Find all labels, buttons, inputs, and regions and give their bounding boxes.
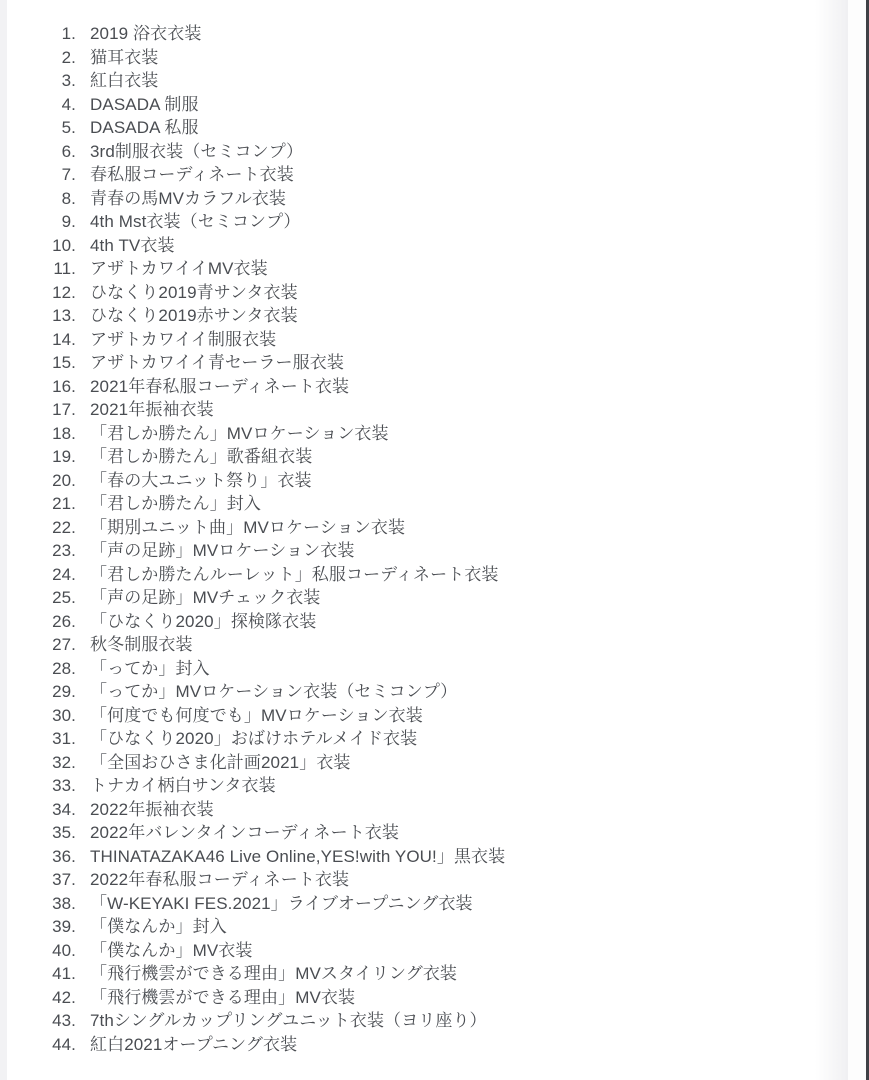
list-item-number: 36.: [52, 846, 76, 866]
list-item-number: 15.: [52, 353, 76, 372]
list-item: [0, 375, 869, 399]
list-item-label: 青春の馬MVカラフル衣装: [90, 188, 287, 208]
list-item-label: 「飛行機雲ができる理由」MVスタイリング衣装: [90, 964, 458, 983]
list-item: [0, 774, 869, 798]
list-item: [0, 140, 869, 164]
list-item-label: 「君しか勝たん」MVロケーション衣装: [90, 423, 389, 443]
list-item-number: 18.: [52, 423, 76, 443]
list-item-label: 2021年春私服コーディネート衣装: [90, 376, 350, 396]
list-item: [0, 422, 869, 446]
list-item-number: 30.: [52, 705, 76, 725]
list-item: [0, 586, 869, 610]
list-item-label: 2021年振袖衣装: [90, 400, 214, 419]
list-item-label: 7thシングルカップリングユニット衣装（ヨリ座り）: [90, 1011, 487, 1030]
list-item: [0, 680, 869, 704]
list-item-number: 28.: [52, 658, 76, 678]
list-item-label: 猫耳衣装: [90, 47, 159, 67]
list-item-label: 2022年振袖衣装: [90, 799, 214, 819]
list-item: [0, 892, 869, 916]
list-item: [0, 187, 869, 211]
list-item: [0, 633, 869, 657]
list-item-number: 9.: [61, 212, 76, 231]
list-item-label: アザトカワイイ制服衣装: [90, 329, 277, 349]
list-item: [0, 492, 869, 516]
list-item: [0, 234, 869, 258]
list-item-number: 34.: [52, 799, 76, 819]
list-item-label: 「何度でも何度でも」MVロケーション衣装: [90, 705, 423, 725]
list-item-number: 14.: [52, 329, 76, 349]
list-item-label: DASADA 制服: [90, 94, 199, 114]
list-item-number: 41.: [52, 964, 76, 983]
list-item: [0, 798, 869, 822]
list-item-number: 29.: [52, 682, 76, 701]
list-item: [0, 304, 869, 328]
list-item-label: 「ってか」MVロケーション衣装（セミコンプ）: [90, 682, 458, 701]
list-item-number: 37.: [52, 870, 76, 889]
list-item-number: 40.: [52, 940, 76, 960]
list-item-number: 10.: [52, 235, 76, 255]
list-item-label: トナカイ柄白サンタ衣装: [90, 776, 276, 795]
list-item-number: 31.: [52, 729, 76, 748]
list-item-number: 22.: [52, 517, 76, 537]
list-item: [0, 610, 869, 634]
list-item-number: 38.: [52, 893, 76, 913]
list-item-label: 春私服コーディネート衣装: [90, 165, 294, 184]
list-item-number: 4.: [61, 94, 76, 114]
list-item-label: 「君しか勝たん」歌番組衣装: [90, 447, 313, 466]
list-item: [0, 539, 869, 563]
list-item: [0, 915, 869, 939]
list-item-number: 5.: [61, 118, 76, 137]
list-item-label: 2019 浴衣衣装: [90, 24, 202, 43]
list-item-number: 7.: [61, 165, 76, 184]
list-item-label: DASADA 私服: [90, 118, 199, 137]
list-item-label: 「ひなくり2020」探検隊衣装: [90, 611, 317, 631]
list-item-number: 32.: [52, 752, 76, 772]
list-item-label: 「全国おひさま化計画2021」衣装: [90, 752, 351, 772]
list-item: [0, 163, 869, 187]
list-item-number: 26.: [52, 611, 76, 631]
list-item: [0, 563, 869, 587]
list-item-label: ひなくり2019青サンタ衣装: [90, 282, 298, 302]
list-item: [0, 351, 869, 375]
list-item-number: 35.: [52, 823, 76, 842]
list-item-number: 44.: [52, 1034, 76, 1054]
list-item-number: 21.: [52, 494, 76, 513]
list-item-label: 「声の足跡」MVチェック衣装: [90, 588, 321, 607]
list-item-number: 43.: [52, 1011, 76, 1030]
list-item: [0, 704, 869, 728]
list-item-number: 16.: [52, 376, 76, 396]
list-item-label: 4th Mst衣装（セミコンプ）: [90, 212, 301, 231]
list-item-number: 1.: [61, 24, 76, 43]
list-item-number: 13.: [52, 306, 76, 325]
list-item-label: 2022年春私服コーディネート衣装: [90, 870, 350, 889]
list-item-label: 「春の大ユニット祭り」衣装: [90, 470, 312, 490]
list-item-label: ひなくり2019赤サンタ衣装: [90, 306, 298, 325]
list-item-label: 3rd制服衣装（セミコンプ）: [90, 141, 304, 161]
list-item-number: 6.: [61, 141, 76, 161]
list-item: [0, 516, 869, 540]
list-item: [0, 868, 869, 892]
list-item: [0, 210, 869, 234]
list-item: [0, 939, 869, 963]
list-item-label: 「声の足跡」MVロケーション衣装: [90, 541, 355, 560]
list-item: [0, 22, 869, 46]
list-item-number: 11.: [53, 259, 76, 278]
list-item-label: THINATAZAKA46 Live Online,YES!with YOU!」黒衣装: [90, 846, 506, 866]
list-item-number: 8.: [61, 188, 76, 208]
list-item: [0, 445, 869, 469]
list-item: [0, 69, 869, 93]
list-item-label: 「君しか勝たんルーレット」私服コーディネート衣装: [90, 564, 499, 584]
list-item-label: 「君しか勝たん」封入: [90, 494, 261, 513]
list-item-label: 「W-KEYAKI FES.2021」ライブオープニング衣装: [90, 893, 473, 913]
list-item: [0, 751, 869, 775]
list-item-number: 12.: [52, 282, 76, 302]
list-item: [0, 962, 869, 986]
list-item: [0, 657, 869, 681]
list-item-number: 17.: [52, 400, 76, 419]
list-item-label: 「ひなくり2020」おばけホテルメイド衣装: [90, 729, 418, 748]
list-item: [0, 727, 869, 751]
list-item-label: 4th TV衣装: [90, 235, 175, 255]
list-item: [0, 1033, 869, 1057]
list-item-label: 「ってか」封入: [90, 658, 210, 678]
list-item: [0, 469, 869, 493]
list-item-number: 42.: [52, 987, 76, 1007]
list-item-number: 25.: [52, 588, 76, 607]
list-item-number: 33.: [52, 776, 76, 795]
list-item: [0, 281, 869, 305]
list-item-number: 19.: [52, 447, 76, 466]
list-item: [0, 398, 869, 422]
list-item: [0, 116, 869, 140]
list-item-label: アザトカワイイ青セーラー服衣装: [90, 353, 344, 372]
list-item: [0, 1009, 869, 1033]
list-item-number: 24.: [52, 564, 76, 584]
list-item-label: 「僕なんか」MV衣装: [90, 940, 253, 960]
list-item-label: 「僕なんか」封入: [90, 917, 227, 936]
list-item-label: 紅白衣装: [90, 71, 159, 90]
list-item-label: 秋冬制服衣装: [90, 635, 193, 654]
list-item-number: 2.: [61, 47, 76, 67]
list-item-number: 3.: [61, 71, 76, 90]
list-item: [0, 46, 869, 70]
list-item-label: 紅白2021オープニング衣装: [90, 1034, 298, 1054]
list-item-number: 20.: [52, 470, 76, 490]
list-item: [0, 257, 869, 281]
list-item-number: 23.: [52, 541, 76, 560]
list-item-label: 「飛行機雲ができる理由」MV衣装: [90, 987, 356, 1007]
list-item-label: 「期別ユニット曲」MVロケーション衣装: [90, 517, 406, 537]
list-item-label: 2022年バレンタインコーディネート衣装: [90, 823, 400, 842]
list-item-label: アザトカワイイMV衣装: [90, 259, 268, 278]
list-item: [0, 845, 869, 869]
list-item: [0, 328, 869, 352]
list-item-number: 39.: [52, 917, 76, 936]
list-item-number: 27.: [52, 635, 76, 654]
list-item: [0, 93, 869, 117]
list-item: [0, 986, 869, 1010]
list-item: [0, 821, 869, 845]
